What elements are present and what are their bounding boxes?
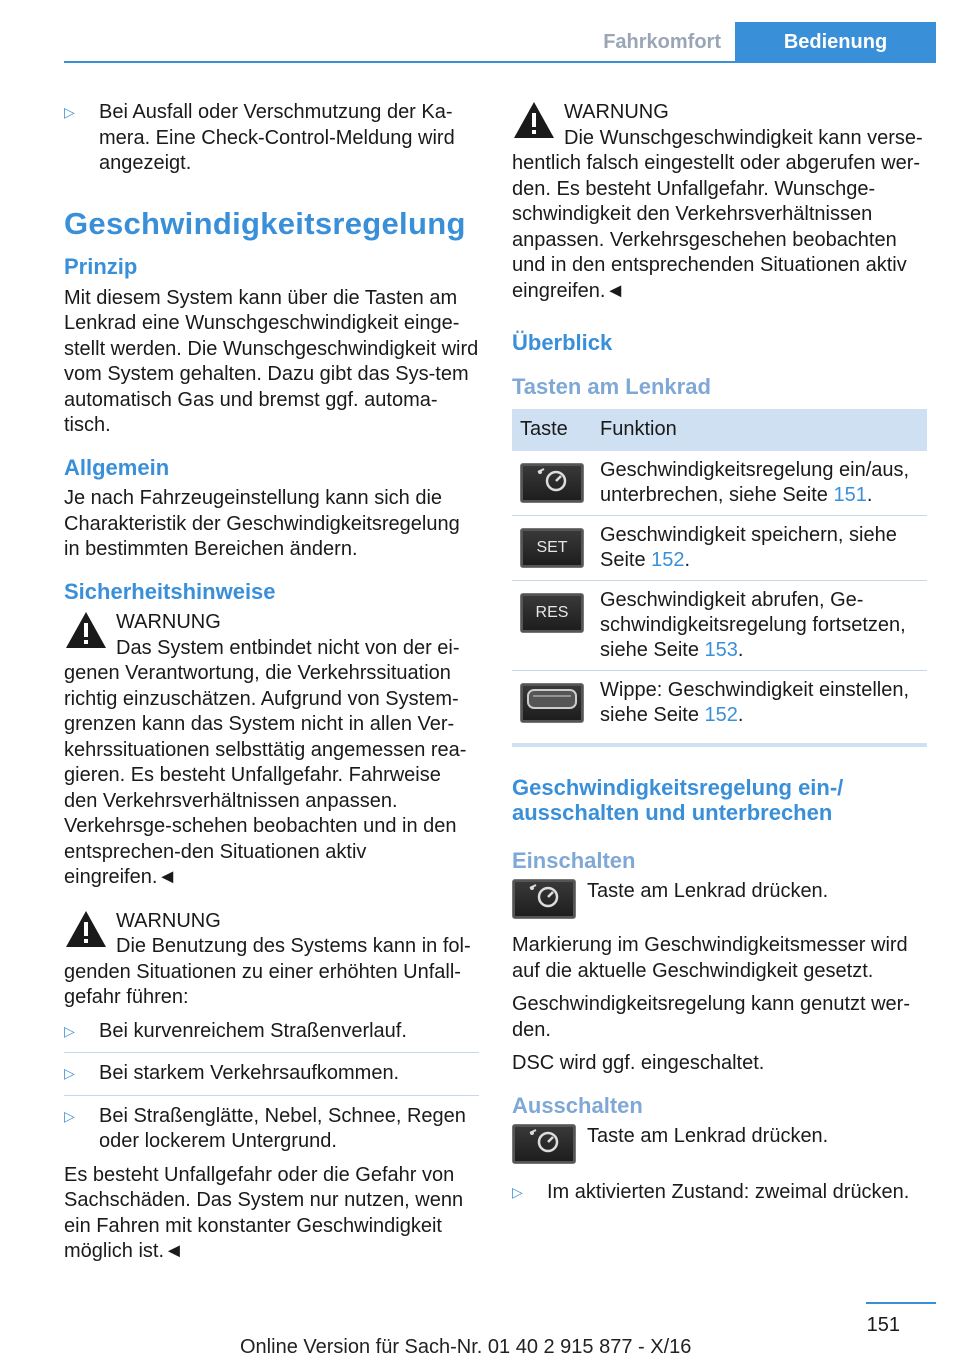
subheading-ausschalten: Ausschalten bbox=[512, 1092, 643, 1118]
paragraph: DSC wird ggf. eingeschaltet. bbox=[512, 1052, 765, 1074]
cruise-control-button-icon bbox=[520, 463, 584, 503]
section-title: Geschwindigkeitsregelung bbox=[64, 205, 466, 241]
res-button-icon: RES bbox=[520, 593, 584, 633]
warning-block: WARNUNG Die Wunschgeschwindigkeit kann verse‐ hentlich falsch eingestellt oder abgerufen wer‐den. Es besteht Unfallgefahr. Wunschge‐schwindigkeit den Verkehrsverhältnissen anpassen. Verkehrsgeschehen beobachten und in den entsprechenden Situationen aktiv eingreifen.◄ bbox=[512, 100, 927, 304]
warning-icon bbox=[64, 909, 108, 949]
triangle-bullet-icon: ▷ bbox=[64, 1022, 75, 1039]
list-divider bbox=[64, 1052, 479, 1053]
list-item: ▷ Bei Ausfall oder Verschmutzung der Ka‐mera. Eine Check-Control-Meldung wird angezeigt. bbox=[64, 101, 455, 174]
warning-icon bbox=[512, 100, 556, 140]
page-header bbox=[0, 0, 960, 62]
subheading-tasten-am-lenkrad: Tasten am Lenkrad bbox=[512, 373, 711, 399]
paragraph: Markierung im Geschwindigkeitsmesser wird auf die aktuelle Geschwindigkeit gesetzt. bbox=[512, 934, 908, 982]
paragraph-prinzip: Mit diesem System kann über die Tasten am Lenkrad eine Wunschgeschwindigkeit einge‐stellt werden. Die Wunschgeschwindigkeit wird vom System gehalten. Dazu gibt das Sys‐tem automatisch Gas und bremst ggf. automa‐tisch. bbox=[64, 286, 479, 436]
page-link[interactable]: 153 bbox=[704, 638, 738, 661]
warning-label: WARNUNG bbox=[116, 611, 221, 633]
page-link[interactable]: 151 bbox=[833, 483, 867, 506]
page-link[interactable]: 152 bbox=[651, 548, 685, 571]
button-instruction: Taste am Lenkrad drücken. bbox=[512, 879, 927, 919]
rocker-switch-icon bbox=[520, 683, 584, 723]
list-divider bbox=[64, 1095, 479, 1096]
subheading-allgemein: Allgemein bbox=[64, 454, 170, 480]
triangle-bullet-icon: ▷ bbox=[512, 1184, 523, 1200]
subheading-ueberblick: Überblick bbox=[512, 330, 613, 355]
list-item: ▷ Bei Straßenglätte, Nebel, Schnee, Regen oder lockerem Untergrund. bbox=[64, 1104, 466, 1152]
left-column bbox=[64, 100, 479, 1273]
table-header: Taste bbox=[512, 409, 592, 451]
section-tab-fahrkomfort[interactable]: Fahrkomfort bbox=[603, 31, 721, 53]
version-note: Online Version für Sach-Nr. 01 40 2 915 877 - X/16 bbox=[240, 1336, 692, 1358]
triangle-bullet-icon: ▷ bbox=[64, 1107, 75, 1124]
triangle-bullet-icon: ▷ bbox=[64, 104, 75, 120]
warning-block: WARNUNG Die Benutzung des Systems kann in fol‐ genden Situationen zu einer erhöhten Unfall‐gefahr führen: bbox=[64, 909, 479, 1011]
right-column bbox=[512, 100, 927, 1214]
button-function-table bbox=[512, 409, 927, 747]
paragraph-allgemein: Je nach Fahrzeugeinstellung kann sich die Charakteristik der Geschwindigkeitsregelung in bestimmten Bereichen ändern. bbox=[64, 487, 460, 560]
button-instruction: Taste am Lenkrad drücken. bbox=[512, 1124, 927, 1164]
footer-rule bbox=[866, 1302, 936, 1304]
table-row: Wippe: Geschwindigkeit einstellen, siehe Seite 152. bbox=[512, 670, 927, 745]
section-tab-bedienung[interactable]: Bedienung bbox=[735, 22, 936, 62]
list-item: ▷ Bei starkem Verkehrsaufkommen. bbox=[64, 1061, 479, 1087]
warning-label: WARNUNG bbox=[116, 909, 221, 932]
warning-icon bbox=[64, 610, 108, 650]
subheading-sicherheitshinweise: Sicherheitshinweise bbox=[64, 578, 276, 604]
page-link[interactable]: 152 bbox=[704, 703, 738, 726]
list-item: ▷ Im aktivierten Zustand: zweimal drücken. bbox=[512, 1180, 927, 1206]
table-row: RES Geschwindigkeit abrufen, Ge‐schwindigkeitsregelung fortsetzen, siehe Seite 153. bbox=[512, 580, 927, 670]
table-row: Geschwindigkeitsregelung ein/aus, unterbrechen, siehe Seite 151. bbox=[512, 451, 927, 516]
header-rule bbox=[64, 61, 936, 63]
paragraph-closing: Es besteht Unfallgefahr oder die Gefahr von Sachschäden. Das System nur nutzen, wenn ein Fahren mit konstanter Geschwindigkeit möglich ist.◄ bbox=[64, 1163, 464, 1262]
subheading-prinzip: Prinzip bbox=[64, 254, 138, 279]
cruise-control-button-icon bbox=[512, 1124, 576, 1164]
paragraph: Geschwindigkeitsregelung kann genutzt wer‐den. bbox=[512, 993, 910, 1041]
warning-label: WARNUNG bbox=[564, 101, 669, 123]
subheading-ein-ausschalten: Geschwindigkeitsregelung ein-/ ausschalten und unterbrechen bbox=[512, 774, 844, 825]
table-header: Funktion bbox=[592, 409, 927, 451]
set-button-icon: SET bbox=[520, 528, 584, 568]
page-number: 151 bbox=[866, 1314, 900, 1336]
table-row: SET Geschwindigkeit speichern, siehe Seite 152. bbox=[512, 515, 927, 580]
cruise-control-button-icon bbox=[512, 879, 576, 919]
subheading-einschalten: Einschalten bbox=[512, 847, 636, 873]
warning-block: WARNUNG Das System entbindet nicht von der ei‐ genen Verantwortung, die Verkehrssituation richtig einzuschätzen. Aufgrund von System‐grenzen kann das System nicht in allen Ver‐kehrssituationen selbsttätig angemessen rea‐gieren. Es besteht Unfallgefahr. Fahrweise den Verkehrsverhältnissen anpassen. Verkehrsge‐schehen beobachten und in den entsprechen‐den Situationen aktiv eingreifen.◄ bbox=[64, 610, 479, 891]
page-footer bbox=[0, 1302, 960, 1362]
list-item: ▷ Bei kurvenreichem Straßenverlauf. bbox=[64, 1019, 479, 1045]
triangle-bullet-icon: ▷ bbox=[64, 1065, 75, 1081]
